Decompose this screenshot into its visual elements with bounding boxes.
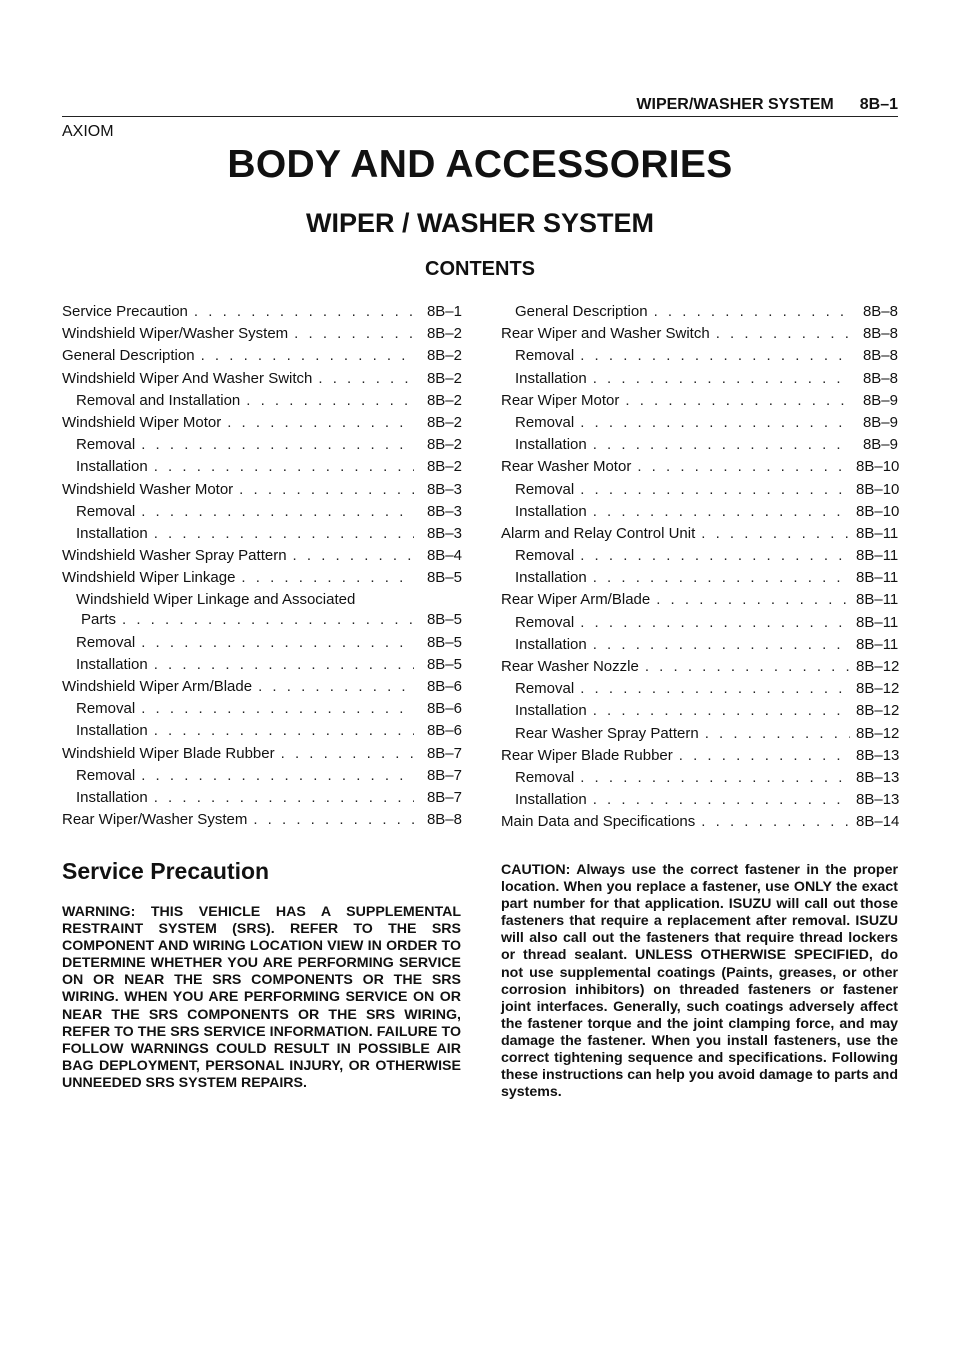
toc-entry-page: 8B–5 <box>426 655 462 673</box>
toc-entry-title: Installation <box>515 502 587 520</box>
toc-leader-dots <box>593 503 850 520</box>
toc-leader-dots <box>580 614 850 631</box>
toc-entry-title: Windshield Wiper Linkage <box>62 569 236 587</box>
toc-leader-dots <box>593 370 850 387</box>
toc-entry-page: 8B–11 <box>856 635 899 653</box>
toc-leader-dots <box>654 303 850 320</box>
toc-entry-page: 8B–12 <box>856 658 900 675</box>
toc-entry[interactable] <box>62 611 462 633</box>
toc-entry-page: 8B–4 <box>426 547 462 565</box>
toc-entry-title: Rear Wiper Blade Rubber <box>501 746 673 764</box>
toc-leader-dots <box>656 591 850 608</box>
toc-entry-title: Alarm and Relay Control Unit <box>501 524 696 542</box>
toc-entry-page: 8B–8 <box>862 325 898 343</box>
toc-leader-dots <box>141 700 414 717</box>
toc-entry-title: Windshield Wiper Blade Rubber <box>62 744 275 762</box>
toc-entry[interactable] <box>501 303 898 325</box>
toc-entry-page: 8B–11 <box>856 524 899 542</box>
contents-heading: CONTENTS <box>425 258 535 280</box>
toc-entry-page: 8B–8 <box>862 303 898 320</box>
toc-entry[interactable] <box>62 722 462 744</box>
toc-entry-title: Windshield Wiper Motor <box>62 413 222 431</box>
toc-leader-dots <box>241 569 414 586</box>
toc-entry-page: 8B–7 <box>426 766 462 784</box>
toc-entry-title: Removal <box>515 768 575 786</box>
toc-entry-title: Rear Washer Spray Pattern <box>515 724 699 742</box>
toc-entry[interactable] <box>501 325 898 347</box>
toc-entry-page: 8B–8 <box>426 811 462 829</box>
toc-entry-page: 8B–6 <box>426 722 462 740</box>
toc-entry-page: 8B–11 <box>856 613 899 631</box>
toc-entry-page: 8B–2 <box>426 436 462 454</box>
toc-entry-page: 8B–9 <box>862 413 898 431</box>
toc-leader-dots <box>593 636 850 653</box>
toc-leader-dots <box>293 547 414 564</box>
toc-entry-title: Removal <box>515 347 575 365</box>
toc-entry-page: 8B–10 <box>856 458 900 476</box>
toc-entry[interactable] <box>501 569 898 591</box>
toc-entry[interactable] <box>62 811 462 833</box>
toc-leader-dots <box>141 767 414 784</box>
toc-entry-page: 8B–3 <box>426 480 462 498</box>
toc-right-column <box>501 303 898 836</box>
toc-entry[interactable] <box>62 569 462 591</box>
toc-entry[interactable] <box>501 769 898 791</box>
toc-leader-dots <box>593 436 850 453</box>
header-page-number: 8B–1 <box>859 96 898 113</box>
toc-leader-dots <box>201 347 414 364</box>
toc-entry-title: Rear Washer Motor <box>501 458 632 476</box>
toc-entry[interactable] <box>62 436 462 458</box>
toc-leader-dots <box>645 658 850 675</box>
running-header <box>62 88 898 117</box>
toc-entry[interactable] <box>501 347 898 369</box>
toc-entry[interactable] <box>501 458 898 480</box>
toc-leader-dots <box>258 678 414 695</box>
toc-leader-dots <box>227 414 414 431</box>
toc-entry-page: 8B–12 <box>856 724 900 742</box>
toc-leader-dots <box>318 370 414 387</box>
toc-entry[interactable] <box>501 370 898 392</box>
toc-entry-title: General Description <box>515 303 648 320</box>
toc-leader-dots <box>580 347 850 364</box>
toc-entry-title: Windshield Wiper And Washer Switch <box>62 369 313 387</box>
toc-entry-title: Installation <box>515 702 587 720</box>
toc-leader-dots <box>246 392 414 409</box>
toc-entry-title: Removal <box>515 680 575 698</box>
toc-entry-title: Installation <box>76 655 148 673</box>
toc-entry-title: Installation <box>76 788 148 806</box>
vehicle-model: AXIOM <box>62 123 114 140</box>
page-title: BODY AND ACCESSORIES <box>227 143 733 186</box>
toc-entry[interactable] <box>62 458 462 480</box>
toc-entry[interactable] <box>62 634 462 656</box>
toc-leader-dots <box>294 325 414 342</box>
toc-entry-title: Installation <box>76 524 148 542</box>
toc-entry-page: 8B–5 <box>426 569 462 587</box>
toc-entry-page: 8B–6 <box>426 678 462 695</box>
toc-entry[interactable] <box>501 414 898 436</box>
toc-leader-dots <box>701 525 850 542</box>
toc-entry[interactable] <box>62 325 462 347</box>
toc-entry-title: Rear Wiper/Washer System <box>62 811 248 829</box>
toc-leader-dots <box>593 702 850 719</box>
toc-entry[interactable] <box>62 767 462 789</box>
toc-entry-page: 8B–7 <box>426 788 462 806</box>
toc-entry[interactable] <box>62 700 462 722</box>
toc-entry-title: Main Data and Specifications <box>501 813 696 831</box>
toc-entry-page: 8B–11 <box>856 569 899 587</box>
toc-entry-page: 8B–2 <box>426 325 462 343</box>
toc-entry-page: 8B–13 <box>856 746 900 764</box>
toc-leader-dots <box>154 656 414 673</box>
toc-entry-title: Windshield Wiper/Washer System <box>62 325 289 343</box>
toc-leader-dots <box>239 481 414 498</box>
toc-leader-dots <box>141 436 414 453</box>
toc-leader-dots <box>716 325 850 342</box>
toc-entry-page: 8B–5 <box>426 611 462 629</box>
toc-entry[interactable] <box>62 547 462 569</box>
toc-entry[interactable] <box>62 591 462 611</box>
toc-leader-dots <box>580 547 850 564</box>
toc-entry-title: Installation <box>515 369 587 387</box>
toc-entry-page: 8B–10 <box>856 480 900 498</box>
toc-leader-dots <box>253 811 414 828</box>
toc-entry[interactable] <box>501 725 898 747</box>
toc-entry-title: General Description <box>62 347 195 365</box>
toc-entry[interactable] <box>62 678 462 700</box>
toc-entry-title: Windshield Wiper Linkage and Associated <box>76 591 356 609</box>
toc-entry-title: Removal <box>515 547 575 565</box>
toc-entry-page: 8B–6 <box>426 700 462 718</box>
toc-leader-dots <box>580 769 850 786</box>
toc-entry-title: Rear Wiper Motor <box>501 391 620 409</box>
toc-leader-dots <box>141 503 414 520</box>
toc-entry-page: 8B–1 <box>426 303 462 320</box>
chapter-title: WIPER / WASHER SYSTEM <box>305 208 655 238</box>
toc-entry[interactable] <box>62 481 462 503</box>
toc-entry-title: Windshield Washer Spray Pattern <box>62 547 287 565</box>
toc-leader-dots <box>154 525 414 542</box>
toc-entry-title: Removal <box>515 613 575 631</box>
toc-entry-page: 8B–12 <box>856 702 900 720</box>
toc-entry-title: Removal <box>515 413 575 431</box>
toc-entry-page: 8B–7 <box>426 744 462 762</box>
toc-leader-dots <box>701 813 850 830</box>
toc-entry[interactable] <box>501 591 898 613</box>
toc-entry-page: 8B–9 <box>862 391 898 409</box>
toc-entry-title: Removal <box>76 766 136 784</box>
toc-leader-dots <box>194 303 414 320</box>
toc-leader-dots <box>593 569 850 586</box>
toc-entry-title: Removal <box>76 436 136 454</box>
toc-entry[interactable] <box>501 702 898 724</box>
toc-entry[interactable] <box>62 392 462 414</box>
toc-entry-title: Removal and Installation <box>76 391 241 409</box>
toc-entry[interactable] <box>501 747 898 769</box>
toc-leader-dots <box>281 745 414 762</box>
toc-entry[interactable] <box>62 789 462 811</box>
toc-entry[interactable] <box>501 658 898 680</box>
toc-leader-dots <box>705 725 850 742</box>
toc-entry-page: 8B–2 <box>426 391 462 409</box>
toc-left-column <box>62 303 462 833</box>
toc-entry-page: 8B–10 <box>856 502 900 520</box>
toc-entry[interactable] <box>62 745 462 767</box>
toc-entry[interactable] <box>501 636 898 658</box>
toc-leader-dots <box>154 722 414 739</box>
toc-entry-title: Parts <box>81 611 117 629</box>
warning-text: WARNING: THIS VEHICLE HAS A SUPPLEMENTAL RESTRAINT SYSTEM (SRS). REFER TO THE SRS COMPONENT AND WIRING LOCATION VIEW IN ORDER TO DETERMINE WHETHER YOU ARE PERFORMING SERVICE ON OR NEAR THE SRS COMPONENTS OR THE SRS WIRING. WHEN YOU ARE PERFORMING SERVICE ON OR NEAR THE SRS COMPONENTS OR THE SRS WIRING, REFER TO THE SRS SERVICE INFORMATION. FAILURE TO FOLLOW WARNINGS COULD RESULT IN POSSIBLE AIR BAG DEPLOYMENT, PERSONAL INJURY, OR OTHERWISE UNNEEDED SRS SYSTEM REPAIRS. <box>62 904 461 1091</box>
toc-entry-title: Installation <box>515 436 587 454</box>
toc-entry[interactable] <box>501 436 898 458</box>
toc-entry-title: Removal <box>76 700 136 718</box>
toc-entry-page: 8B–3 <box>426 524 462 542</box>
toc-leader-dots <box>154 458 414 475</box>
toc-entry-title: Rear Washer Nozzle <box>501 658 639 675</box>
toc-entry-page: 8B–11 <box>856 547 899 565</box>
toc-entry[interactable] <box>62 370 462 392</box>
toc-entry-title: Rear Wiper and Washer Switch <box>501 325 710 343</box>
toc-entry-title: Windshield Wiper Arm/Blade <box>62 678 253 695</box>
toc-entry-title: Installation <box>76 722 148 740</box>
toc-entry[interactable] <box>62 656 462 678</box>
toc-entry-title: Service Precaution <box>62 303 188 320</box>
toc-leader-dots <box>141 634 414 651</box>
toc-entry[interactable] <box>62 503 462 525</box>
toc-entry[interactable] <box>62 303 462 325</box>
toc-leader-dots <box>679 747 850 764</box>
section-heading: Service Precaution <box>62 858 270 884</box>
toc-entry[interactable] <box>501 525 898 547</box>
toc-entry-page: 8B–13 <box>856 791 900 809</box>
toc-entry-page: 8B–2 <box>426 347 462 365</box>
toc-entry-page: 8B–2 <box>426 369 462 387</box>
toc-entry[interactable] <box>501 481 898 503</box>
toc-entry-title: Installation <box>515 635 587 653</box>
toc-entry-page: 8B–9 <box>862 436 898 454</box>
toc-entry-title: Installation <box>76 458 148 476</box>
toc-entry[interactable] <box>501 392 898 414</box>
toc-entry-title: Removal <box>76 502 136 520</box>
header-section-title: WIPER/WASHER SYSTEM <box>636 96 834 113</box>
toc-entry-page: 8B–11 <box>856 591 899 609</box>
toc-entry-page: 8B–5 <box>426 633 462 651</box>
toc-entry-title: Removal <box>76 633 136 651</box>
toc-entry[interactable] <box>501 614 898 636</box>
toc-entry-title: Installation <box>515 569 587 587</box>
toc-entry-title: Rear Wiper Arm/Blade <box>501 591 651 609</box>
toc-entry-title: Removal <box>515 480 575 498</box>
toc-leader-dots <box>593 791 850 808</box>
toc-leader-dots <box>637 458 850 475</box>
toc-leader-dots <box>154 789 414 806</box>
toc-leader-dots <box>580 481 850 498</box>
toc-entry-page: 8B–12 <box>856 680 900 698</box>
toc-entry[interactable] <box>501 680 898 702</box>
toc-leader-dots <box>580 680 850 697</box>
toc-entry-page: 8B–2 <box>426 458 462 476</box>
toc-entry[interactable] <box>62 414 462 436</box>
toc-entry-title: Windshield Washer Motor <box>62 480 234 498</box>
toc-leader-dots <box>122 611 414 628</box>
toc-entry[interactable] <box>501 503 898 525</box>
toc-entry-page: 8B–13 <box>856 768 900 786</box>
toc-entry-page: 8B–8 <box>862 347 898 365</box>
toc-entry-page: 8B–8 <box>862 369 898 387</box>
toc-entry[interactable] <box>501 547 898 569</box>
toc-entry-page: 8B–3 <box>426 502 462 520</box>
toc-entry[interactable] <box>501 791 898 813</box>
toc-leader-dots <box>625 392 850 409</box>
toc-entry-page: 8B–2 <box>426 413 462 431</box>
caution-text: CAUTION: Always use the correct fastener in the proper location. When you replace a fastener, use ONLY the exact part number for that application. ISUZU will call out those fasteners that require a replacement after removal. ISUZU will also call out the fasteners that require thread lockers or thread sealant. UNLESS OTHERWISE SPECIFIED, do not use supplemental coatings (Paints, greases, or other corrosion inhibitors) on threaded fasteners or fastener joint interfaces. Generally, such coatings adversely affect the fastener torque and the joint clamping force, and may damage the fastener. When you install fasteners, use the correct tightening sequence and specifications. Following these instructions can help you avoid damage to parts and systems. <box>501 862 898 1101</box>
toc-entry[interactable] <box>501 813 898 835</box>
toc-entry-page: 8B–14 <box>856 813 900 831</box>
toc-entry[interactable] <box>62 525 462 547</box>
toc-entry-title: Installation <box>515 791 587 809</box>
toc-leader-dots <box>580 414 850 431</box>
toc-entry[interactable] <box>62 347 462 369</box>
